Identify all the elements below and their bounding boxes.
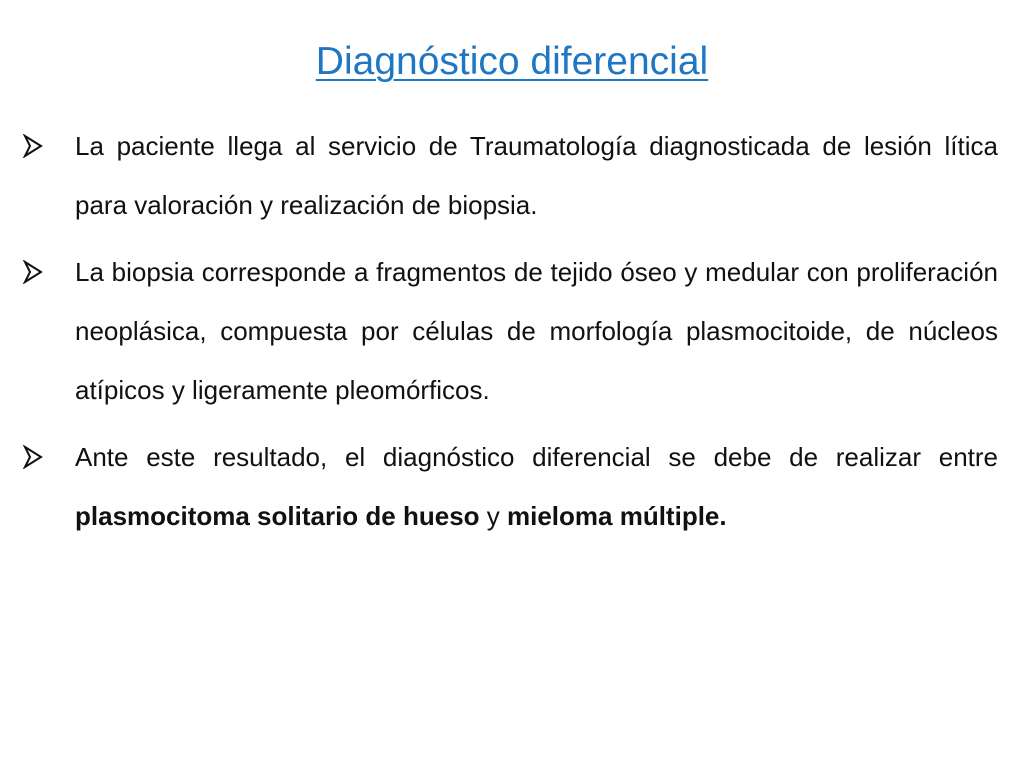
bullet-text: La biopsia corresponde a fragmentos de tejido óseo y medular con proliferación neoplásica, compuesta por células de morfología plasmocitoide, de núcleos atípicos y ligeramente pleomórficos. [75,257,998,405]
bullet-text: La paciente llega al servicio de Traumatología diagnosticada de lesión lítica para valoración y realización de biopsia. [75,131,998,220]
arrow-bullet-icon [23,260,43,284]
bullet-item [0,117,1024,235]
bullet-bold-text: plasmocitoma solitario de hueso [75,501,480,531]
bullet-item [0,428,1024,546]
arrow-bullet-icon [23,445,43,469]
bullet-item [0,243,1024,420]
bullet-text-start: Ante este resultado, el diagnóstico diferencial se debe de realizar entre [75,442,998,472]
bullet-list [0,117,1024,554]
bullet-text-mid: y [479,501,507,531]
bullet-bold-text: mieloma múltiple. [507,501,727,531]
slide-title: Diagnóstico diferencial [315,40,709,83]
arrow-bullet-icon [23,134,43,158]
